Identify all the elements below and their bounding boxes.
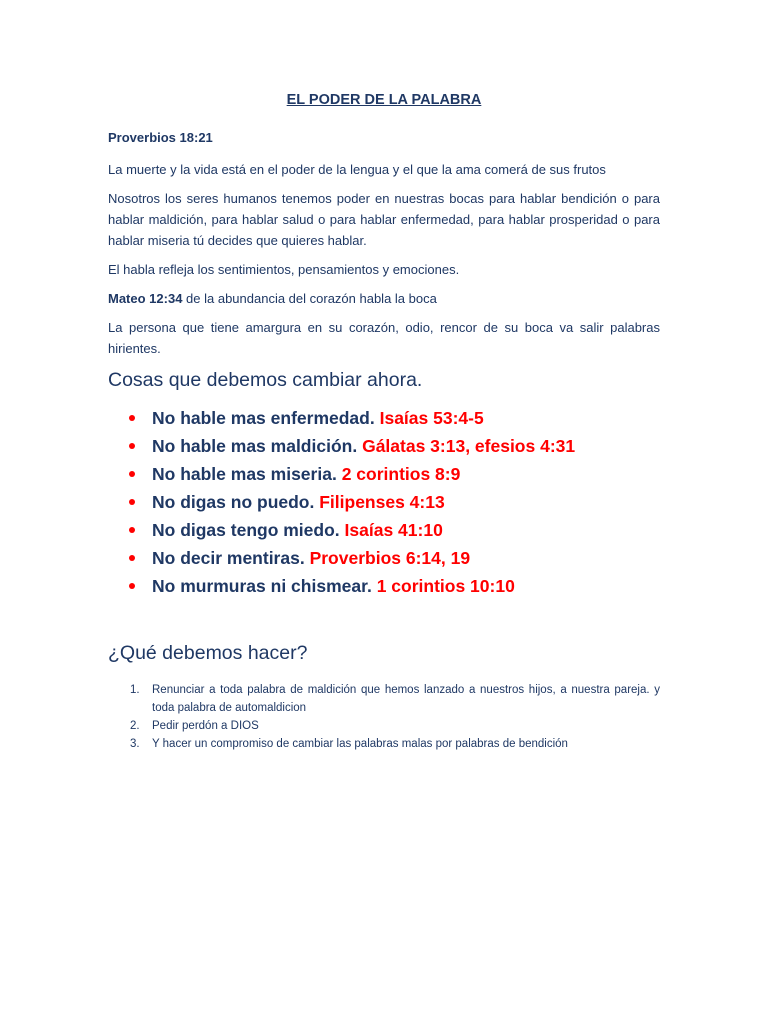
paragraph-1: La muerte y la vida está en el poder de la lengua y el que la ama comerá de sus frutos — [108, 162, 606, 177]
bullet-dot-icon — [129, 527, 135, 533]
list-item-text: No hable mas enfermedad. — [152, 408, 375, 428]
list-item-reference: Gálatas 3:13, efesios 4:31 — [362, 436, 576, 456]
list-item — [108, 516, 660, 544]
document-content — [108, 92, 660, 753]
numbered-list — [108, 681, 660, 753]
list-item — [108, 572, 660, 600]
list-item-text: No hable mas maldición. — [152, 436, 358, 456]
list-item-text: No digas tengo miedo. — [152, 520, 340, 540]
list-item-reference: 1 corintios 10:10 — [376, 576, 515, 596]
verse-reference: Proverbios 18:21 — [108, 130, 213, 145]
paragraph-4-reference: Mateo 12:34 — [108, 291, 183, 306]
paragraph-2: Nosotros los seres humanos tenemos poder en nuestras bocas para hablar bendición o para hablar maldición, para hablar salud o para hablar enfermedad, para hablar prosperidad o para hablar miseria tú decides que quieres hablar. — [108, 191, 660, 248]
bullet-dot-icon — [129, 499, 135, 505]
list-item — [108, 432, 660, 460]
document-title: EL PODER DE LA PALABRA — [286, 92, 482, 108]
numbered-list-text: Y hacer un compromiso de cambiar las palabras malas por palabras de bendición — [152, 738, 568, 750]
list-number: 1. — [130, 684, 140, 696]
bullet-dot-icon — [129, 415, 135, 421]
list-item — [108, 488, 660, 516]
list-item-text: No digas no puedo. — [152, 492, 315, 512]
list-item-reference: Isaías 41:10 — [344, 520, 443, 540]
list-item-reference: Filipenses 4:13 — [319, 492, 445, 512]
list-item — [108, 404, 660, 432]
list-item-text: No murmuras ni chismear. — [152, 576, 372, 596]
bullet-dot-icon — [129, 443, 135, 449]
numbered-list-item — [108, 735, 660, 753]
bullet-dot-icon — [129, 471, 135, 477]
list-number: 2. — [130, 720, 140, 732]
list-item-reference: Isaías 53:4-5 — [379, 408, 484, 428]
list-number: 3. — [130, 738, 140, 750]
paragraph-4 — [108, 288, 660, 309]
numbered-list-text: Pedir perdón a DIOS — [152, 720, 259, 732]
paragraph-4-text: de la abundancia del corazón habla la boca — [182, 291, 437, 306]
numbered-list-text: Renunciar a toda palabra de maldición que hemos lanzado a nuestros hijos, a nuestra pareja. y toda palabra de automaldicion — [152, 684, 660, 714]
list-item-reference: Proverbios 6:14, 19 — [309, 548, 471, 568]
numbered-list-item — [108, 717, 660, 735]
paragraph-3: El habla refleja los sentimientos, pensamientos y emociones. — [108, 262, 460, 277]
bullet-dot-icon — [129, 583, 135, 589]
numbered-list-item — [108, 681, 660, 717]
list-item — [108, 460, 660, 488]
bullet-dot-icon — [129, 555, 135, 561]
section-heading-cosas: Cosas que debemos cambiar ahora. — [108, 369, 423, 391]
section-heading-que-hacer: ¿Qué debemos hacer? — [108, 642, 308, 664]
list-item — [108, 544, 660, 572]
list-item-text: No decir mentiras. — [152, 548, 305, 568]
paragraph-5: La persona que tiene amargura en su corazón, odio, rencor de su boca va salir palabras hirientes. — [108, 320, 660, 356]
bullet-list — [108, 404, 660, 600]
list-item-reference: 2 corintios 8:9 — [341, 464, 461, 484]
list-item-text: No hable mas miseria. — [152, 464, 337, 484]
